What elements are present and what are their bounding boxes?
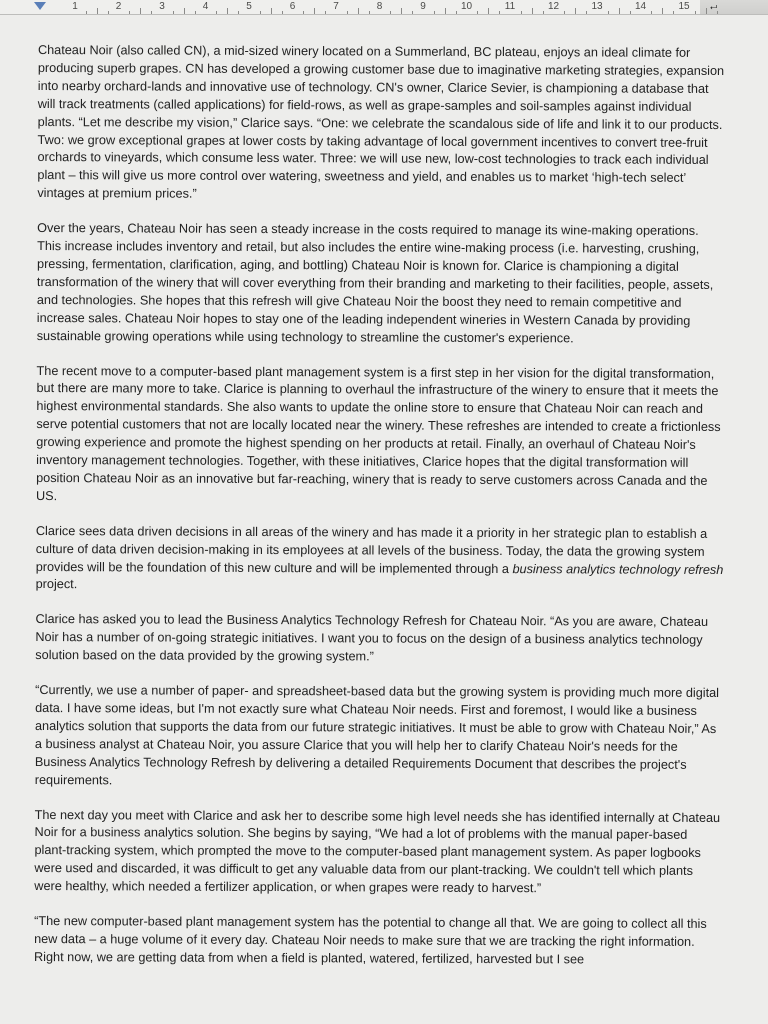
ruler-tick [140, 8, 141, 14]
ruler-tick [238, 11, 239, 14]
ruler-tick [543, 11, 544, 14]
ruler-tick [271, 8, 272, 14]
ruler-tick [129, 11, 130, 14]
ruler-number: 10 [460, 1, 473, 12]
ruler-number: 4 [202, 1, 209, 12]
ruler-number: 8 [376, 1, 383, 12]
ruler-tick [325, 11, 326, 14]
ruler-tick [586, 11, 587, 14]
ruler-tick [184, 8, 185, 14]
ruler-tick [369, 11, 370, 14]
paragraph-data-culture [36, 523, 724, 598]
ruler [0, 0, 768, 15]
paragraph-data-culture-text: Clarice sees data driven decisions in all areas of the winery and has made it a priority in her strategic plan to establish a culture of data driven decision-making in its employees at all levels of the business. Today, the data the growing system provides will be the foundation of this new culture and will be implemented through a [35, 523, 708, 576]
ruler-tick [651, 11, 652, 14]
ruler-tick [260, 11, 261, 14]
ruler-number: 5 [246, 1, 252, 12]
ruler-tick [282, 11, 283, 14]
ruler-number: 9 [420, 1, 426, 12]
ruler-number: 15 [678, 1, 690, 12]
ruler-number: 7 [333, 1, 339, 12]
ruler-number: 2 [115, 1, 122, 12]
ruler-tick [314, 8, 315, 14]
paragraph-costs: Over the years, Chateau Noir has seen a steady increase in the costs required to manage its wine-making operations. This increase includes inventory and retail, but also includes the entire wine-making process (i.e. harvesting, crushing, pressing, fermentation, clarification, aging, and bottling) Chateau Noir is known for. Clarice is championing a digital transformation of the winery that will cover everything from their branding and marketing to their facilities, people, assets, and technologies. She hopes that this refresh will give Chateau Noir the boost they need to remain competitive and increase sales. Chateau Noir hopes to stay one of the leading independent wineries in Western Canada by providing sustainable growing operations while using technology to streamline the customer's experience. [36, 221, 714, 345]
ruler-tick [390, 11, 391, 14]
ruler-number: 14 [634, 1, 647, 12]
ruler-tick [695, 11, 696, 14]
ruler-tick [216, 11, 217, 14]
ruler-number: 1 [72, 1, 78, 12]
ruler-tick [608, 11, 609, 14]
document-page [0, 15, 768, 1024]
ruler-tick [151, 11, 152, 14]
ruler-tick [619, 8, 620, 14]
ruler-tick [401, 8, 402, 14]
paragraph-transformation: The recent move to a computer-based plant management system is a first step in her vision for the digital transformation, but there are many more to take. Clarice is planning to overhaul the infrastructure of the winery to ensure that it meets the highest environmental standards. She also wants to update the online store to ensure that Chateau Noir can reach and serve potential customers that not are locally located near the winery. These refreshes are intended to create a frictionless growing experience and promote the highest spending on her products at retail. Finally, an overhaul of Chateau Noir's inventory management technologies. Together, with these initiatives, Clarice hopes that the digital transformation will position Chateau Noir as an innovative but far-reaching, winery that is ready to serve customers across Canada and the US. [35, 363, 721, 503]
ruler-tick [499, 11, 500, 14]
ruler-tick [564, 11, 565, 14]
ruler-tick [630, 11, 631, 14]
ruler-tick [575, 8, 576, 14]
ruler-tick [303, 11, 304, 14]
indent-marker[interactable] [34, 2, 46, 10]
tab-stop-icon[interactable]: ⮠ [710, 2, 718, 12]
ruler-number: 12 [547, 1, 560, 12]
ruler-tick [358, 8, 359, 14]
ruler-tick [434, 11, 435, 14]
project-name-italic: business analytics technology refresh [512, 561, 724, 577]
ruler-tick [347, 11, 348, 14]
ruler-tick [108, 11, 109, 14]
paragraph-meeting: The next day you meet with Clarice and ask her to describe some high level needs she has identified internally at Chateau Noir for a business analytics solution. She begins by saying, “We had a lot of problems with the manual paper-based plant-tracking system, which prompted the move to the computer-based plant management system. As paper logbooks were used and discarded, it was difficult to get any valuable data from our plant-tracking. We couldn't tell which plants were healthy, which needed a fertilizer application, or when grapes were ready to harvest.” [34, 807, 721, 896]
ruler-tick [445, 8, 446, 14]
ruler-tick [521, 11, 522, 14]
ruler-number: 3 [159, 1, 165, 12]
ruler-tick [673, 11, 674, 14]
paragraph-intro: Chateau Noir (also called CN), a mid-sized winery located on a Summerland, BC plateau, enjoys an ideal climate for producing superb grapes. CN has developed a growing customer base due to imaginative marketing strategies, expansion into nearby orchard-lands and innovative use of technology. CN's owner, Clarice Sevier, is championing a database that will track treatments (called applications) for field-rows, as well as grape-samples and soil-samples against individual plants. “Let me describe my vision,” Clarice says. “One: we celebrate the scandalous side of life and link it to our products. Two: we grow exceptional grapes at lower costs by taking advantage of local government incentives to convert tree-fruit orchards to vineyards, which consume less water. Three: we will use new, low-cost technologies to track each individual plant – this will give us more control over watering, sweetness and yield, and enables us to market ‘high-tech select’ vintages at premium prices.” [37, 42, 725, 201]
ruler-tick [173, 11, 174, 14]
ruler-tick [97, 8, 98, 14]
paragraph-current-data: “Currently, we use a number of paper- and spreadsheet-based data but the growing system is providing much more digital data. I have some ideas, but I'm not exactly sure what Chateau Noir needs. First and foremost, I would like a business analytics solution that supports the data from our future strategic initiatives. It must be able to grow with Chateau Noir,” As a business analyst at Chateau Noir, you assure Clarice that you will help her to clarify Chateau Noir's needs for the Business Analytics Technology Refresh by delivering a detailed Requirements Document that describes the project's requirements. [34, 683, 720, 787]
ruler-tick [477, 11, 478, 14]
paragraph-lead-request: Clarice has asked you to lead the Business Analytics Technology Refresh for Chateau Noir. “As you are aware, Chateau Noir has a number of on-going strategic initiatives. I want you to focus on the design of a business analytics technology solution based on the data provided by the growing system.” [35, 612, 709, 664]
document-body[interactable] [34, 42, 726, 987]
ruler-tick [227, 8, 228, 14]
ruler-tick [706, 8, 707, 14]
ruler-tick [456, 11, 457, 14]
ruler-tick [532, 8, 533, 14]
ruler-number: 6 [289, 1, 296, 12]
ruler-tick [488, 8, 489, 14]
paragraph-new-system: “The new computer-based plant management system has the potential to change all that. We are going to collect all this new data – a huge volume of it every day. Chateau Noir needs to make sure that we are tracking the right information. Right now, we are getting data from when a field is planted, watered, fertilized, harvested but I see [33, 914, 707, 967]
ruler-tick [662, 8, 663, 14]
ruler-tick [195, 11, 196, 14]
paragraph-data-culture-end: project. [35, 577, 78, 592]
ruler-number: 13 [591, 1, 603, 12]
ruler-tick [412, 11, 413, 14]
ruler-number: 11 [504, 1, 516, 12]
ruler-tick [86, 11, 87, 14]
